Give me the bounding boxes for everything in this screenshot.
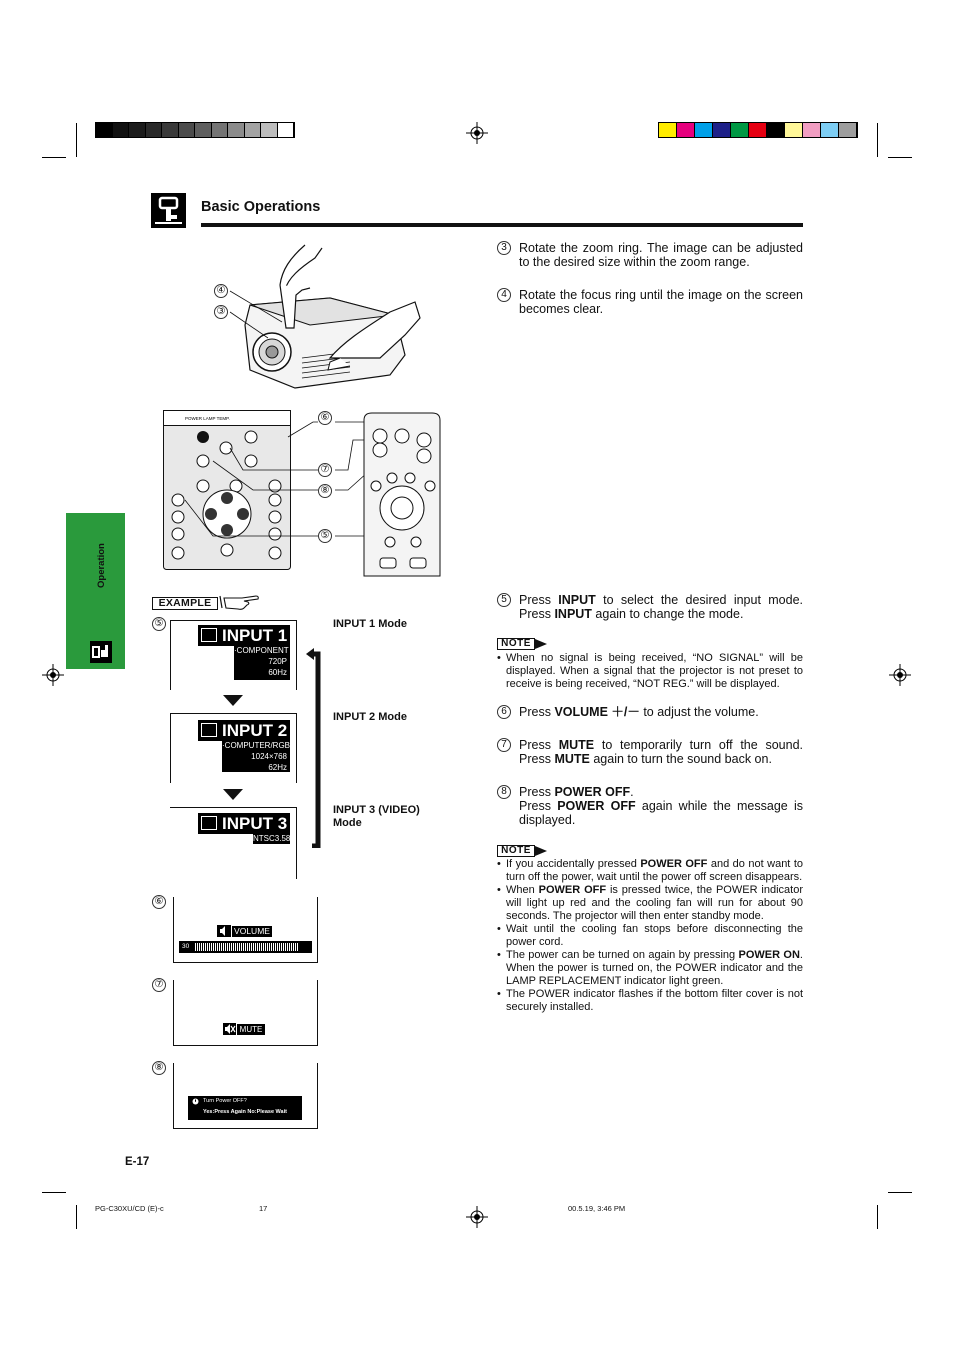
step-8 <box>497 785 803 827</box>
remote-control-illustration <box>360 410 444 578</box>
input-2-title: INPUT 2 <box>198 720 290 741</box>
color-swatch <box>821 123 839 137</box>
crop-mark <box>877 123 878 157</box>
color-swatch <box>659 123 677 137</box>
registration-mark-icon <box>466 1206 488 1228</box>
callout-3: ③ <box>214 305 228 319</box>
registration-mark-icon <box>42 664 64 686</box>
gray-swatch <box>179 123 196 137</box>
mute-icon <box>223 1023 236 1035</box>
gray-swatch <box>278 123 295 137</box>
example-callout-5: ⑤ <box>152 617 166 631</box>
down-arrow-icon <box>223 789 243 800</box>
example-callout-6: ⑥ <box>152 895 166 909</box>
crop-mark <box>42 1192 66 1193</box>
mode-cycle-bracket <box>300 648 322 848</box>
callout-5: ⑤ <box>318 529 332 543</box>
callout-4: ④ <box>214 284 228 298</box>
example-callout-7: ⑦ <box>152 978 166 992</box>
gray-swatch <box>228 123 245 137</box>
note-tag <box>497 638 553 650</box>
crop-mark <box>877 1205 878 1229</box>
step-text: Press VOLUME ＋/－ to adjust the volume. <box>519 705 759 719</box>
gray-swatch <box>113 123 130 137</box>
gray-swatch <box>129 123 146 137</box>
gray-swatch <box>195 123 212 137</box>
note-item: • Wait until the cooling fan stops before disconnecting the power cord. <box>497 923 803 949</box>
color-swatch <box>713 123 731 137</box>
operation-icon <box>90 641 112 663</box>
step-7 <box>497 738 803 766</box>
registration-mark-icon <box>889 664 911 686</box>
gray-swatch <box>162 123 179 137</box>
step-text: Press POWER OFF. Press POWER OFF again while the message is displayed. <box>519 785 803 827</box>
gray-swatch <box>245 123 262 137</box>
svg-text:POWER LAMP TEMP.: POWER LAMP TEMP. <box>185 416 230 421</box>
section-title: Basic Operations <box>201 199 321 215</box>
crop-mark <box>42 157 66 158</box>
color-bar <box>658 122 858 138</box>
power-off-question: Turn Power OFF? <box>203 1098 247 1104</box>
monitor-icon <box>201 628 217 642</box>
color-swatch <box>767 123 785 137</box>
color-swatch <box>695 123 713 137</box>
power-icon <box>192 1098 199 1105</box>
footer-sheet-number: 17 <box>259 1204 268 1213</box>
speaker-icon <box>217 925 231 937</box>
step-5 <box>497 593 803 621</box>
input-2-details: ·COMPUTER/RGB 1024×768 62Hz <box>222 741 290 772</box>
callout-7: ⑦ <box>318 463 332 477</box>
input-1-details: ·COMPONENT 720P 60Hz <box>234 645 290 680</box>
projector-illustration <box>210 240 435 395</box>
note-list <box>497 652 803 691</box>
example-callout-8: ⑧ <box>152 1061 166 1075</box>
step-number: 5 <box>497 593 511 607</box>
gray-scale-bar <box>95 122 295 138</box>
mute-label: MUTE <box>237 1024 265 1035</box>
gray-swatch <box>261 123 278 137</box>
color-swatch <box>839 123 857 137</box>
pointing-hand-icon <box>218 592 260 612</box>
registration-mark-icon <box>466 122 488 144</box>
note-label: NOTE <box>497 638 535 650</box>
volume-value: 30 <box>182 943 190 950</box>
color-swatch <box>677 123 695 137</box>
footer-code: PG-C30XU/CD (E)-c <box>95 1204 164 1213</box>
footer-date: 00.5.19, 3:46 PM <box>568 1204 626 1213</box>
note-list <box>497 858 803 1014</box>
step-4 <box>497 288 803 316</box>
note-tag <box>497 845 553 857</box>
note-item: • The POWER indicator flashes if the bottom filter cover is not securely installed. <box>497 988 803 1014</box>
input-3-title: INPUT 3 <box>198 813 290 834</box>
basic-operations-icon <box>151 193 186 228</box>
side-tab <box>66 513 125 669</box>
gray-swatch <box>146 123 163 137</box>
crop-mark <box>888 1192 912 1193</box>
power-off-dialog <box>188 1096 302 1120</box>
crop-mark <box>888 157 912 158</box>
monitor-icon <box>201 723 217 737</box>
input-1-mode-label: INPUT 1 Mode <box>333 618 407 630</box>
color-swatch <box>785 123 803 137</box>
volume-label: VOLUME <box>232 926 272 937</box>
step-text: Rotate the focus ring until the image on the screen becomes clear. <box>519 288 803 316</box>
crop-mark <box>76 1205 77 1229</box>
volume-bar <box>179 941 312 953</box>
step-3 <box>497 241 803 269</box>
side-tab-label: Operation <box>96 543 107 588</box>
gray-swatch <box>212 123 229 137</box>
video-icon <box>201 816 217 830</box>
input-3-mode-label: INPUT 3 (VIDEO) Mode <box>333 804 420 829</box>
step-number: 3 <box>497 241 511 255</box>
step-text: Press MUTE to temporarily turn off the sound. Press MUTE again to turn the sound back on. <box>519 738 803 766</box>
note-item: • The power can be turned on again by pressing POWER ON. When the power is turned on, the POWER indicator and the LAMP REPLACEMENT indicator light green. <box>497 949 803 988</box>
callout-8: ⑧ <box>318 484 332 498</box>
color-swatch <box>731 123 749 137</box>
volume-level <box>195 943 299 951</box>
step-6 <box>497 705 803 719</box>
note-item: • When POWER OFF is pressed twice, the POWER indicator will light up red and the cooling fan will run for about 90 seconds. The projector will then enter standby mode. <box>497 884 803 923</box>
note-item: • If you accidentally pressed POWER OFF and do not want to turn off the power, wait until the power off screen disappears. <box>497 858 803 884</box>
step-number: 7 <box>497 738 511 752</box>
step-number: 6 <box>497 705 511 719</box>
step-text: Rotate the zoom ring. The image can be adjusted to the desired size within the zoom range. <box>519 241 803 269</box>
down-arrow-icon <box>223 695 243 706</box>
note-item: • When no signal is being received, “NO SIGNAL” will be displayed. When a signal that the projector is not preset to receive is being received, “NOT REG.” will be displayed. <box>497 652 803 691</box>
input-1-title: INPUT 1 <box>198 625 290 646</box>
step-number: 4 <box>497 288 511 302</box>
input-2-mode-label: INPUT 2 Mode <box>333 711 407 723</box>
header-rule <box>201 223 803 227</box>
step-text: Press INPUT to select the desired input mode. Press INPUT again to change the mode. <box>519 593 803 621</box>
note-label: NOTE <box>497 845 535 857</box>
page-number: E-17 <box>125 1156 150 1168</box>
color-swatch <box>803 123 821 137</box>
input-3-details: NTSC3.58 <box>253 834 291 843</box>
mute-screen <box>173 980 318 1046</box>
crop-mark <box>76 123 77 157</box>
color-swatch <box>749 123 767 137</box>
step-number: 8 <box>497 785 511 799</box>
example-label: EXAMPLE <box>152 597 218 610</box>
gray-swatch <box>96 123 113 137</box>
callout-6: ⑥ <box>318 411 332 425</box>
power-off-instruction: Yes:Press Again No:Please Wait <box>203 1109 287 1115</box>
